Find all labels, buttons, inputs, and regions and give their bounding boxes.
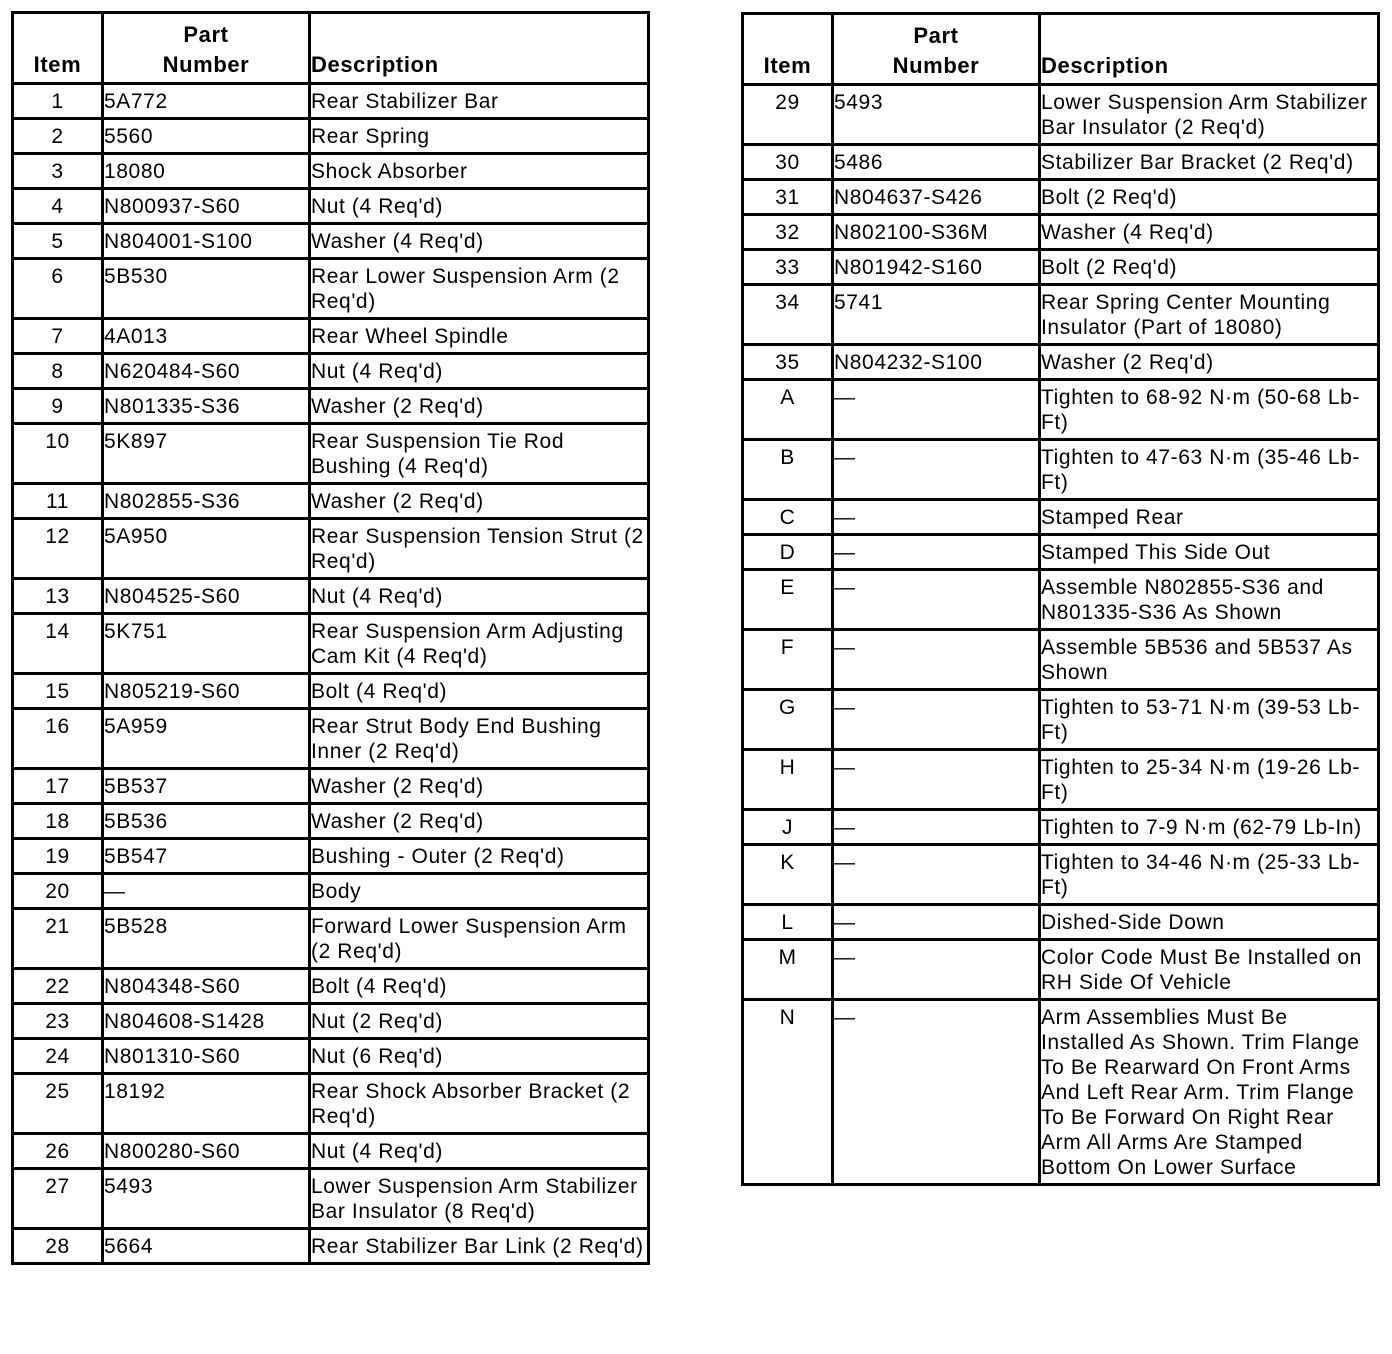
- part-number-cell: 5B537: [103, 769, 310, 804]
- item-cell: G: [743, 690, 833, 750]
- part-number-cell: —: [833, 905, 1040, 940]
- description-cell: Washer (4 Req'd): [310, 224, 649, 259]
- part-number-cell: —: [833, 535, 1040, 570]
- description-cell: Lower Suspension Arm Stabilizer Bar Insulator (2 Req'd): [1040, 85, 1379, 145]
- table-body-right: [743, 85, 1379, 1185]
- part-number-cell: 5A950: [103, 519, 310, 579]
- part-number-cell: N620484-S60: [103, 354, 310, 389]
- table-row: [13, 224, 649, 259]
- item-cell: C: [743, 500, 833, 535]
- description-cell: Rear Spring: [310, 119, 649, 154]
- header-item: Item: [743, 14, 833, 85]
- description-cell: Washer (2 Req'd): [310, 804, 649, 839]
- part-number-cell: —: [833, 690, 1040, 750]
- description-cell: Forward Lower Suspension Arm (2 Req'd): [310, 909, 649, 969]
- description-cell: Rear Spring Center Mounting Insulator (Part of 18080): [1040, 285, 1379, 345]
- table-body-left: [13, 84, 649, 1264]
- description-cell: Tighten to 68-92 N·m (50-68 Lb-Ft): [1040, 380, 1379, 440]
- table-row: [743, 500, 1379, 535]
- table-row: [743, 440, 1379, 500]
- description-cell: Rear Strut Body End Bushing Inner (2 Req'd): [310, 709, 649, 769]
- table-row: [13, 1169, 649, 1229]
- header-description: Description: [310, 13, 649, 84]
- description-cell: Washer (2 Req'd): [310, 389, 649, 424]
- part-number-cell: N804348-S60: [103, 969, 310, 1004]
- part-number-cell: 5560: [103, 119, 310, 154]
- table-row: [13, 519, 649, 579]
- table-row: [13, 1229, 649, 1264]
- item-cell: 11: [13, 484, 103, 519]
- part-number-cell: 5K897: [103, 424, 310, 484]
- description-cell: Nut (4 Req'd): [310, 189, 649, 224]
- table-row: [743, 180, 1379, 215]
- part-number-cell: N800280-S60: [103, 1134, 310, 1169]
- description-cell: Shock Absorber: [310, 154, 649, 189]
- part-number-cell: —: [103, 874, 310, 909]
- table-row: [13, 874, 649, 909]
- part-number-cell: —: [833, 940, 1040, 1000]
- description-cell: Rear Suspension Tension Strut (2 Req'd): [310, 519, 649, 579]
- part-number-cell: —: [833, 750, 1040, 810]
- header-description: Description: [1040, 14, 1379, 85]
- table-row: [13, 969, 649, 1004]
- header-part-number: [103, 13, 310, 84]
- item-cell: 35: [743, 345, 833, 380]
- item-cell: 24: [13, 1039, 103, 1074]
- description-cell: Dished-Side Down: [1040, 905, 1379, 940]
- table-row: [13, 1074, 649, 1134]
- description-cell: Assemble 5B536 and 5B537 As Shown: [1040, 630, 1379, 690]
- description-cell: Stabilizer Bar Bracket (2 Req'd): [1040, 145, 1379, 180]
- description-cell: Tighten to 53-71 N·m (39-53 Lb-Ft): [1040, 690, 1379, 750]
- item-cell: 9: [13, 389, 103, 424]
- part-number-cell: 18080: [103, 154, 310, 189]
- part-number-cell: N804001-S100: [103, 224, 310, 259]
- table-row: [13, 769, 649, 804]
- item-cell: 4: [13, 189, 103, 224]
- parts-table-right: [741, 12, 1380, 1186]
- item-cell: 30: [743, 145, 833, 180]
- item-cell: 34: [743, 285, 833, 345]
- part-number-cell: —: [833, 1000, 1040, 1185]
- table-header-row: [13, 13, 649, 84]
- table-row: [13, 839, 649, 874]
- header-part-number-text: Part Number: [162, 22, 250, 77]
- item-cell: F: [743, 630, 833, 690]
- part-number-cell: N802855-S36: [103, 484, 310, 519]
- part-number-cell: N804232-S100: [833, 345, 1040, 380]
- description-cell: Color Code Must Be Installed on RH Side Of Vehicle: [1040, 940, 1379, 1000]
- part-number-cell: 4A013: [103, 319, 310, 354]
- table-row: [743, 85, 1379, 145]
- item-cell: 22: [13, 969, 103, 1004]
- table-row: [743, 570, 1379, 630]
- item-cell: 3: [13, 154, 103, 189]
- part-number-cell: 5K751: [103, 614, 310, 674]
- table-row: [13, 1039, 649, 1074]
- table-row: [743, 380, 1379, 440]
- table-row: [13, 709, 649, 769]
- table-row: [13, 424, 649, 484]
- part-number-cell: 5A772: [103, 84, 310, 119]
- table-row: [13, 354, 649, 389]
- table-row: [13, 389, 649, 424]
- part-number-cell: N804525-S60: [103, 579, 310, 614]
- parts-table-left: [11, 11, 650, 1265]
- header-part-number-text: Part Number: [892, 23, 980, 78]
- part-number-cell: —: [833, 630, 1040, 690]
- item-cell: 14: [13, 614, 103, 674]
- description-cell: Stamped This Side Out: [1040, 535, 1379, 570]
- part-number-cell: 5B528: [103, 909, 310, 969]
- description-cell: Lower Suspension Arm Stabilizer Bar Insulator (8 Req'd): [310, 1169, 649, 1229]
- item-cell: 27: [13, 1169, 103, 1229]
- header-item: Item: [13, 13, 103, 84]
- item-cell: 15: [13, 674, 103, 709]
- description-cell: Tighten to 34-46 N·m (25-33 Lb-Ft): [1040, 845, 1379, 905]
- part-number-cell: N800937-S60: [103, 189, 310, 224]
- description-cell: Rear Lower Suspension Arm (2 Req'd): [310, 259, 649, 319]
- part-number-cell: N801335-S36: [103, 389, 310, 424]
- item-cell: 32: [743, 215, 833, 250]
- item-cell: 29: [743, 85, 833, 145]
- item-cell: D: [743, 535, 833, 570]
- description-cell: Rear Wheel Spindle: [310, 319, 649, 354]
- part-number-cell: 5493: [833, 85, 1040, 145]
- description-cell: Bolt (4 Req'd): [310, 674, 649, 709]
- description-cell: Washer (2 Req'd): [1040, 345, 1379, 380]
- part-number-cell: 18192: [103, 1074, 310, 1134]
- description-cell: Stamped Rear: [1040, 500, 1379, 535]
- part-number-cell: 5493: [103, 1169, 310, 1229]
- table-row: [743, 690, 1379, 750]
- table-row: [13, 1134, 649, 1169]
- description-cell: Bolt (2 Req'd): [1040, 250, 1379, 285]
- table-row: [743, 145, 1379, 180]
- description-cell: Nut (2 Req'd): [310, 1004, 649, 1039]
- table-row: [13, 84, 649, 119]
- item-cell: K: [743, 845, 833, 905]
- part-number-cell: N804637-S426: [833, 180, 1040, 215]
- part-number-cell: 5486: [833, 145, 1040, 180]
- table-row: [13, 119, 649, 154]
- table-row: [13, 674, 649, 709]
- part-number-cell: 5B530: [103, 259, 310, 319]
- description-cell: Tighten to 25-34 N·m (19-26 Lb-Ft): [1040, 750, 1379, 810]
- part-number-cell: 5741: [833, 285, 1040, 345]
- table-row: [13, 484, 649, 519]
- item-cell: 25: [13, 1074, 103, 1134]
- table-row: [743, 535, 1379, 570]
- description-cell: Rear Shock Absorber Bracket (2 Req'd): [310, 1074, 649, 1134]
- item-cell: 33: [743, 250, 833, 285]
- description-cell: Bolt (2 Req'd): [1040, 180, 1379, 215]
- item-cell: 20: [13, 874, 103, 909]
- table-row: [743, 940, 1379, 1000]
- part-number-cell: N804608-S1428: [103, 1004, 310, 1039]
- item-cell: H: [743, 750, 833, 810]
- part-number-cell: —: [833, 440, 1040, 500]
- item-cell: 7: [13, 319, 103, 354]
- description-cell: Rear Suspension Arm Adjusting Cam Kit (4 Req'd): [310, 614, 649, 674]
- description-cell: Bushing - Outer (2 Req'd): [310, 839, 649, 874]
- table-row: [13, 189, 649, 224]
- table-row: [743, 285, 1379, 345]
- item-cell: 16: [13, 709, 103, 769]
- description-cell: Rear Stabilizer Bar: [310, 84, 649, 119]
- item-cell: 5: [13, 224, 103, 259]
- item-cell: A: [743, 380, 833, 440]
- table-row: [743, 630, 1379, 690]
- item-cell: 18: [13, 804, 103, 839]
- part-number-cell: N801310-S60: [103, 1039, 310, 1074]
- table-row: [743, 750, 1379, 810]
- description-cell: Rear Stabilizer Bar Link (2 Req'd): [310, 1229, 649, 1264]
- header-part-number: [833, 14, 1040, 85]
- table-row: [13, 579, 649, 614]
- item-cell: 28: [13, 1229, 103, 1264]
- description-cell: Nut (4 Req'd): [310, 354, 649, 389]
- description-cell: Bolt (4 Req'd): [310, 969, 649, 1004]
- item-cell: 21: [13, 909, 103, 969]
- description-cell: Washer (2 Req'd): [310, 769, 649, 804]
- item-cell: 12: [13, 519, 103, 579]
- part-number-cell: 5664: [103, 1229, 310, 1264]
- description-cell: Nut (4 Req'd): [310, 1134, 649, 1169]
- table-row: [13, 804, 649, 839]
- item-cell: 1: [13, 84, 103, 119]
- table-row: [743, 1000, 1379, 1185]
- table-row: [13, 1004, 649, 1039]
- table-row: [743, 845, 1379, 905]
- table-row: [743, 905, 1379, 940]
- description-cell: Rear Suspension Tie Rod Bushing (4 Req'd): [310, 424, 649, 484]
- table-row: [743, 810, 1379, 845]
- item-cell: 10: [13, 424, 103, 484]
- item-cell: 8: [13, 354, 103, 389]
- item-cell: 17: [13, 769, 103, 804]
- item-cell: 31: [743, 180, 833, 215]
- description-cell: Nut (6 Req'd): [310, 1039, 649, 1074]
- part-number-cell: N805219-S60: [103, 674, 310, 709]
- item-cell: E: [743, 570, 833, 630]
- part-number-cell: —: [833, 845, 1040, 905]
- item-cell: 19: [13, 839, 103, 874]
- description-cell: Arm Assemblies Must Be Installed As Shown. Trim Flange To Be Rearward On Front Arms And Left Rear Arm. Trim Flange To Be Forward On Right Rear Arm All Arms Are Stamped Bottom On Lower Surface: [1040, 1000, 1379, 1185]
- part-number-cell: —: [833, 570, 1040, 630]
- item-cell: 26: [13, 1134, 103, 1169]
- part-number-cell: 5B536: [103, 804, 310, 839]
- item-cell: B: [743, 440, 833, 500]
- table-row: [743, 345, 1379, 380]
- description-cell: Washer (4 Req'd): [1040, 215, 1379, 250]
- table-header-row: [743, 14, 1379, 85]
- item-cell: N: [743, 1000, 833, 1185]
- table-row: [13, 259, 649, 319]
- item-cell: 2: [13, 119, 103, 154]
- description-cell: Tighten to 47-63 N·m (35-46 Lb-Ft): [1040, 440, 1379, 500]
- item-cell: 13: [13, 579, 103, 614]
- description-cell: Washer (2 Req'd): [310, 484, 649, 519]
- table-row: [13, 909, 649, 969]
- table-row: [13, 154, 649, 189]
- table-row: [743, 215, 1379, 250]
- description-cell: Assemble N802855-S36 and N801335-S36 As Shown: [1040, 570, 1379, 630]
- part-number-cell: 5A959: [103, 709, 310, 769]
- description-cell: Nut (4 Req'd): [310, 579, 649, 614]
- item-cell: L: [743, 905, 833, 940]
- part-number-cell: N802100-S36M: [833, 215, 1040, 250]
- description-cell: Body: [310, 874, 649, 909]
- item-cell: 23: [13, 1004, 103, 1039]
- description-cell: Tighten to 7-9 N·m (62-79 Lb-In): [1040, 810, 1379, 845]
- part-number-cell: —: [833, 500, 1040, 535]
- table-row: [743, 250, 1379, 285]
- part-number-cell: N801942-S160: [833, 250, 1040, 285]
- part-number-cell: —: [833, 810, 1040, 845]
- table-row: [13, 614, 649, 674]
- item-cell: M: [743, 940, 833, 1000]
- item-cell: 6: [13, 259, 103, 319]
- part-number-cell: 5B547: [103, 839, 310, 874]
- part-number-cell: —: [833, 380, 1040, 440]
- item-cell: J: [743, 810, 833, 845]
- table-row: [13, 319, 649, 354]
